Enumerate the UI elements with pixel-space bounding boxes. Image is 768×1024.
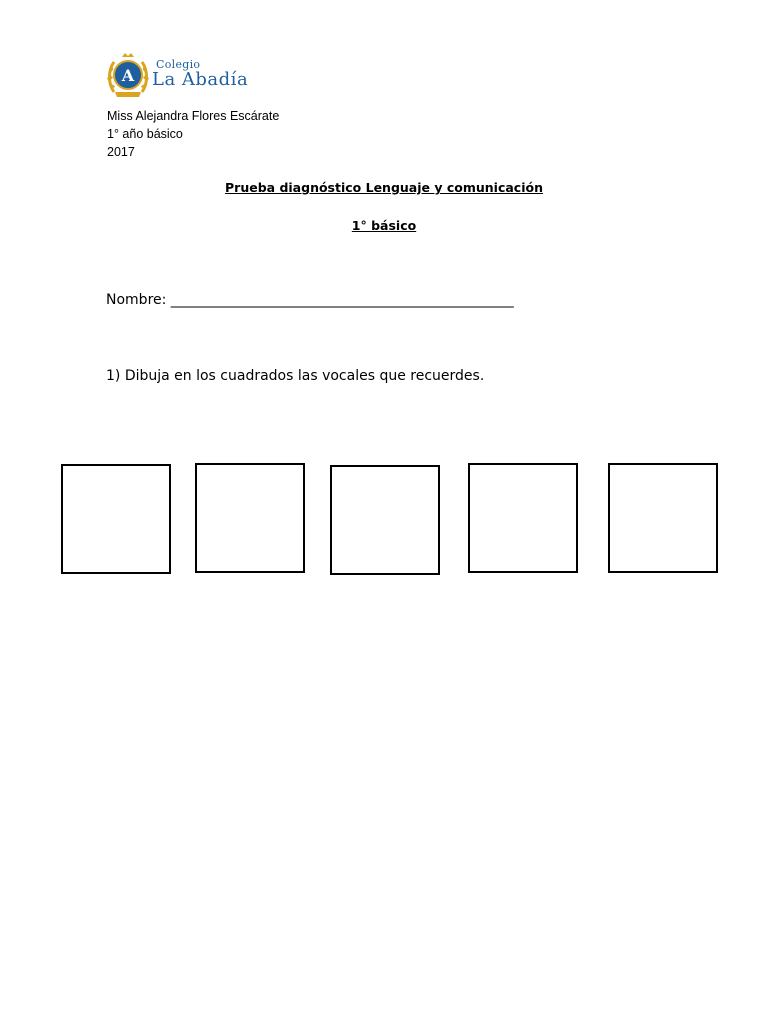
document-header: [107, 107, 279, 161]
answer-box-1[interactable]: [61, 464, 171, 574]
logo-text-colegio: Colegio: [156, 58, 201, 71]
school-emblem-icon: [106, 50, 150, 102]
answer-box-3[interactable]: [330, 465, 440, 575]
test-subtitle: 1° básico: [351, 218, 417, 233]
name-blank-line[interactable]: _________________________________________________: [170, 292, 514, 308]
answer-box-4[interactable]: [468, 463, 578, 573]
name-field[interactable]: [106, 292, 514, 308]
test-title: Prueba diagnóstico Lenguaje y comunicación: [225, 180, 543, 195]
question-1-text: 1) Dibuja en los cuadrados las vocales que recuerdes.: [106, 368, 485, 384]
grade-label: 1° año básico: [107, 127, 183, 141]
school-logo: [106, 50, 256, 102]
teacher-name: Miss Alejandra Flores Escárate: [107, 109, 280, 123]
answer-box-2[interactable]: [195, 463, 305, 573]
svg-text:A: A: [121, 66, 135, 85]
answer-box-5[interactable]: [608, 463, 718, 573]
year-label: 2017: [107, 145, 135, 159]
name-label: Nombre:: [106, 292, 171, 308]
logo-text-la-abadia: La Abadía: [152, 69, 249, 90]
